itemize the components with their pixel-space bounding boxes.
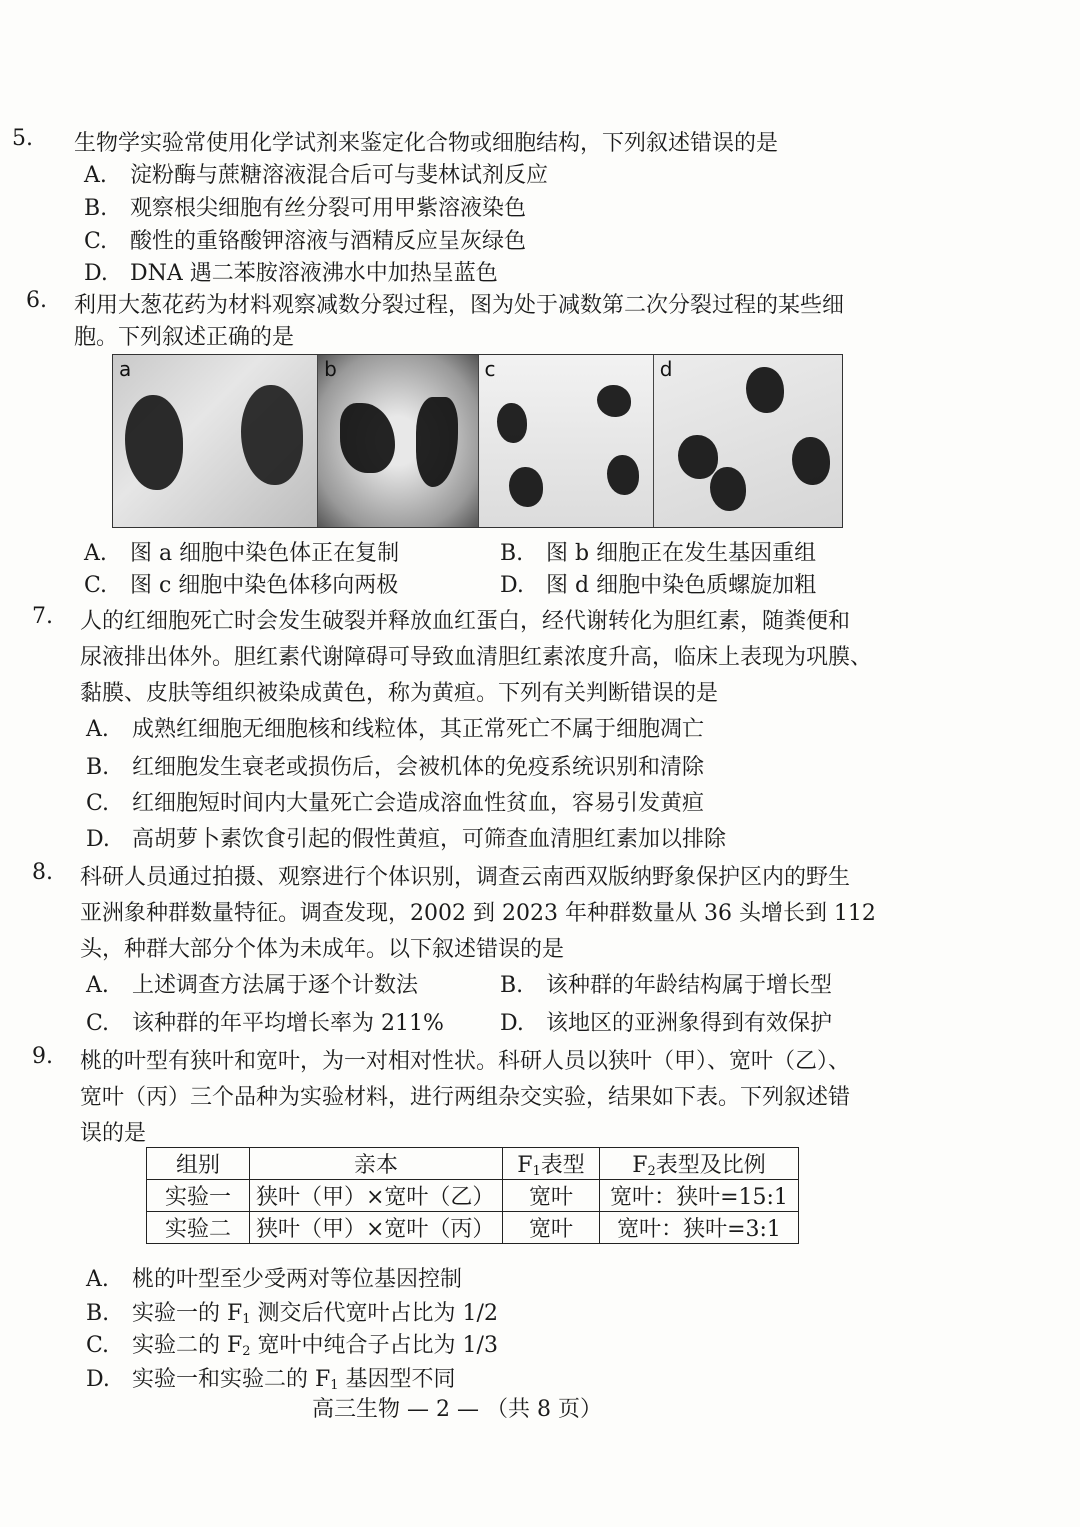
question-9-stem-line1: 桃的叶型有狭叶和宽叶，为一对相对性状。科研人员以狭叶（甲）、宽叶（乙）、 — [80, 1049, 851, 1074]
question-7-option-b: B. 红细胞发生衰老或损伤后，会被机体的免疫系统识别和清除 — [86, 755, 705, 780]
nucleus-1 — [746, 367, 784, 413]
question-8-stem-line2: 亚洲象种群数量特征。调查发现，2002 到 2023 年种群数量从 36 头增长到 112 — [80, 901, 876, 926]
nucleus-3 — [792, 437, 830, 485]
question-5-option-b: B. 观察根尖细胞有丝分裂可用甲紫溶液染色 — [84, 196, 527, 221]
header-f1: $F_1$表型 — [503, 1148, 600, 1180]
question-5-number: 5. — [12, 126, 33, 151]
chromosome-group-right — [416, 397, 458, 487]
chromosome-pole-1 — [497, 403, 527, 443]
question-6-option-b: B. 图 b 细胞正在发生基因重组 — [500, 541, 817, 566]
question-6-option-a: A. 图 a 细胞中染色体正在复制 — [84, 541, 400, 566]
question-6-stem-line1: 利用大葱花药为材料观察减数分裂过程，图为处于减数第二次分裂过程的某些细 — [74, 293, 845, 318]
header-parent: 亲本 — [250, 1148, 503, 1180]
chromosome-pole-2 — [597, 385, 631, 417]
question-5-option-c: C. 酸性的重铬酸钾溶液与酒精反应呈灰绿色 — [84, 229, 527, 254]
question-7-option-a: A. 成熟红细胞无细胞核和线粒体，其正常死亡不属于细胞凋亡 — [86, 717, 705, 742]
panel-label-b: b — [324, 357, 337, 381]
panel-label-d: d — [659, 357, 673, 381]
cell-f2: 宽叶：狭叶=3:1 — [600, 1212, 799, 1244]
chromosome-pole-3 — [509, 467, 543, 507]
question-8-stem-line3: 头，种群大部分个体为未成年。以下叙述错误的是 — [80, 937, 565, 962]
question-8-option-a: A. 上述调查方法属于逐个计数法 — [86, 973, 419, 998]
table-header-row — [147, 1148, 799, 1180]
question-5-option-a: A. 淀粉酶与蔗糖溶液混合后可与斐林试剂反应 — [84, 163, 549, 188]
panel-label-a: a — [119, 357, 132, 381]
question-9-option-c: C. 实验二的 $F_2$ 宽叶中纯合子占比为 1/3 — [86, 1333, 498, 1359]
question-8-stem-line1: 科研人员通过拍摄、观察进行个体识别，调查云南西双版纳野象保护区内的野生 — [80, 865, 851, 890]
meiosis-micrograph-figure — [112, 354, 843, 528]
chromosome-cluster-left — [125, 395, 183, 490]
cell-group: 实验二 — [147, 1212, 250, 1244]
question-6-option-c: C. 图 c 细胞中染色体移向两极 — [84, 573, 399, 598]
micrograph-panel-c — [479, 355, 654, 527]
question-8-option-d: D. 该地区的亚洲象得到有效保护 — [500, 1011, 833, 1036]
page-footer: 高三生物 — 2 — （共 8 页） — [312, 1397, 602, 1422]
question-7-stem-line2: 尿液排出体外。胆红素代谢障碍可导致血清胆红素浓度升高，临床上表现为巩膜、 — [80, 645, 873, 670]
question-9-option-a: A. 桃的叶型至少受两对等位基因控制 — [86, 1267, 463, 1292]
question-7-option-c: C. 红细胞短时间内大量死亡会造成溶血性贫血，容易引发黄疸 — [86, 791, 705, 816]
nucleus-4 — [710, 467, 746, 511]
question-8-option-b: B. 该种群的年龄结构属于增长型 — [500, 973, 833, 998]
cell-f2: 宽叶：狭叶=15:1 — [600, 1180, 799, 1212]
header-f2: $F_2$表型及比例 — [600, 1148, 799, 1180]
panel-label-c: c — [484, 357, 496, 381]
question-5-stem: 生物学实验常使用化学试剂来鉴定化合物或细胞结构，下列叙述错误的是 — [74, 131, 779, 156]
question-9-option-d: D. 实验一和实验二的 $F_1$ 基因型不同 — [86, 1367, 456, 1393]
question-6-number: 6. — [26, 288, 47, 313]
question-7-number: 7. — [32, 604, 53, 629]
cell-f1: 宽叶 — [503, 1212, 600, 1244]
cell-f1: 宽叶 — [503, 1180, 600, 1212]
question-9-stem-line3: 误的是 — [80, 1121, 147, 1146]
question-9-number: 9. — [32, 1044, 53, 1069]
cell-parent: 狭叶（甲）×宽叶（乙） — [250, 1180, 503, 1212]
header-group: 组别 — [147, 1148, 250, 1180]
chromosome-group-left — [340, 403, 395, 473]
table-row — [147, 1212, 799, 1244]
chromosome-pole-4 — [607, 455, 639, 495]
cell-group: 实验一 — [147, 1180, 250, 1212]
question-9-option-b: B. 实验一的 $F_1$ 测交后代宽叶占比为 1/2 — [86, 1301, 498, 1327]
question-6-option-d: D. 图 d 细胞中染色质螺旋加粗 — [500, 573, 817, 598]
micrograph-panel-a — [113, 355, 318, 527]
question-6-stem-line2: 胞。下列叙述正确的是 — [74, 325, 295, 350]
question-7-option-d: D. 高胡萝卜素饮食引起的假性黄疸，可筛查血清胆红素加以排除 — [86, 827, 727, 852]
chromosome-cluster-right — [241, 385, 303, 485]
question-7-stem-line3: 黏膜、皮肤等组织被染成黄色，称为黄疸。下列有关判断错误的是 — [80, 681, 719, 706]
cross-results-table — [146, 1147, 799, 1244]
micrograph-panel-d — [654, 355, 842, 527]
question-9-stem-line2: 宽叶（丙）三个品种为实验材料，进行两组杂交实验，结果如下表。下列叙述错 — [80, 1085, 851, 1110]
question-8-number: 8. — [32, 860, 53, 885]
micrograph-panel-b — [318, 355, 478, 527]
table-row — [147, 1180, 799, 1212]
question-7-stem-line1: 人的红细胞死亡时会发生破裂并释放血红蛋白，经代谢转化为胆红素，随粪便和 — [80, 609, 851, 634]
cell-parent: 狭叶（甲）×宽叶（丙） — [250, 1212, 503, 1244]
question-8-option-c: C. 该种群的年平均增长率为 211% — [86, 1011, 444, 1036]
nucleus-2 — [678, 435, 718, 479]
question-5-option-d: D. DNA 遇二苯胺溶液沸水中加热呈蓝色 — [84, 261, 498, 286]
